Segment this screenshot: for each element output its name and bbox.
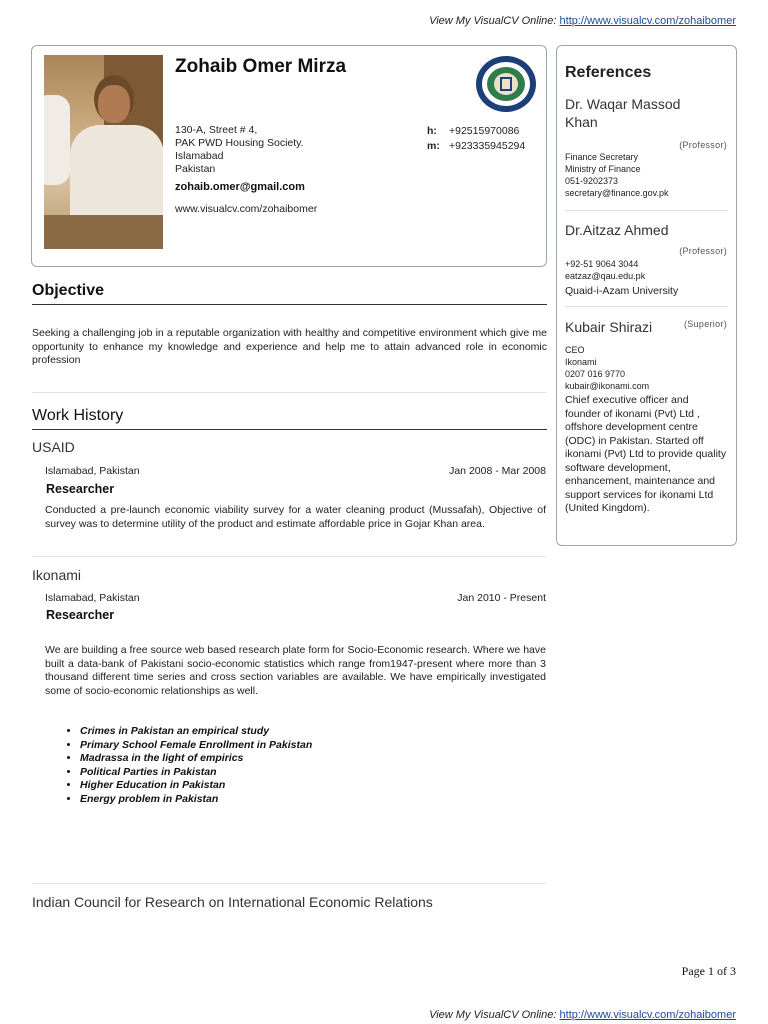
list-item: • Crimes in Pakistan an empirical study: [80, 725, 312, 739]
reference-line: +92-51 9064 3044: [565, 259, 639, 269]
profile-email[interactable]: zohaib.omer@gmail.com: [175, 181, 305, 193]
list-item: • Madrassa in the light of empirics: [80, 752, 312, 766]
reference-line: 051-9202373: [565, 176, 619, 186]
reference-university: Quaid-i-Azam University: [565, 285, 679, 297]
phone-mobile-label: m:: [427, 140, 440, 152]
project-list: [62, 725, 312, 806]
visualcv-url-link[interactable]: http://www.visualcv.com/zohaibomer: [559, 15, 736, 27]
job-org: Indian Council for Research on International Economic Relations: [32, 894, 433, 910]
profile-phones: [427, 124, 525, 154]
job-dates: Jan 2008 - Mar 2008: [449, 465, 546, 477]
profile-photo: [44, 55, 163, 249]
reference-details: [565, 258, 645, 282]
visualcv-link-top: [429, 15, 736, 27]
work-history-divider: [32, 429, 547, 430]
reference-tag: (Professor): [679, 140, 727, 150]
phone-home-label: h:: [427, 125, 437, 137]
visualcv-label: View My VisualCV Online:: [429, 15, 557, 27]
reference-tag: (Superior): [683, 319, 727, 329]
references-heading: References: [565, 64, 652, 81]
university-seal-icon: [475, 55, 537, 113]
job-role: Researcher: [46, 608, 115, 622]
profile-name: Zohaib Omer Mirza: [175, 56, 347, 77]
job-dates: Jan 2010 - Present: [457, 592, 546, 604]
phone-mobile: +923335945294: [449, 140, 526, 152]
section-separator: [32, 392, 547, 393]
objective-heading: Objective: [32, 282, 105, 299]
profile-website[interactable]: www.visualcv.com/zohaibomer: [175, 203, 318, 215]
reference-name: Dr.Aitzaz Ahmed: [565, 222, 669, 238]
reference-name: Kubair Shirazi: [565, 319, 653, 335]
visualcv-label: View My VisualCV Online:: [429, 1009, 557, 1021]
reference-details: [565, 151, 669, 199]
reference-name: Dr. Waqar Massod Khan: [565, 96, 681, 130]
address-line: Islamabad: [175, 150, 224, 162]
address-line: 130-A, Street # 4,: [175, 124, 258, 136]
visualcv-link-bottom: [429, 1009, 736, 1021]
job-description: Conducted a pre-launch economic viability survey for a water cleaning product (Mussafah), Objective of survey was to determine utility of the product and estimate affordable price in Gojar Khan area.: [45, 504, 546, 530]
address-line: PAK PWD Housing Society.: [175, 137, 304, 149]
reference-line: Finance Secretary: [565, 152, 639, 162]
reference-tag: (Professor): [679, 246, 727, 256]
job-org: USAID: [32, 439, 75, 455]
job-org: Ikonami: [32, 567, 82, 583]
reference-line: kubair@ikonami.com: [565, 381, 650, 391]
reference-line: eatzaz@qau.edu.pk: [565, 271, 646, 281]
job-separator: [32, 883, 547, 884]
phone-home: +92515970086: [449, 125, 520, 137]
page-number: Page 1 of 3: [681, 964, 736, 978]
reference-line: Ministry of Finance: [565, 164, 641, 174]
reference-separator: [565, 210, 728, 211]
list-item: • Energy problem in Pakistan: [80, 793, 312, 807]
work-history-heading: Work History: [32, 407, 124, 424]
reference-line: 0207 016 9770: [565, 369, 626, 379]
list-item: • Political Parties in Pakistan: [80, 766, 312, 780]
list-item: • Primary School Female Enrollment in Pakistan: [80, 739, 312, 753]
reference-line: secretary@finance.gov.pk: [565, 188, 669, 198]
reference-separator: [565, 306, 728, 307]
profile-address: [175, 124, 304, 176]
reference-line: Ikonami: [565, 357, 597, 367]
address-line: Pakistan: [175, 163, 216, 175]
visualcv-url-link[interactable]: http://www.visualcv.com/zohaibomer: [559, 1009, 736, 1021]
job-role: Researcher: [46, 482, 115, 496]
job-separator: [32, 556, 547, 557]
objective-divider: [32, 304, 547, 305]
list-item: • Higher Education in Pakistan: [80, 779, 312, 793]
reference-description: Chief executive officer and founder of ikonami (Pvt) Ltd , offshore development centre (ODC) in Pakistan. Started off ikonami (Pvt) Ltd to provide quality software development, enhancement, maintenance and support services for ikonami Ltd (United Kingdom).: [565, 394, 727, 514]
objective-text: Seeking a challenging job in a reputable organization with healthy and competitive environment which give me opportunity to enhance my knowledge and experience and help me to attain advanced role in economic profession: [32, 327, 547, 366]
job-location: Islamabad, Pakistan: [45, 592, 140, 604]
reference-details: [565, 344, 649, 392]
job-description: We are building a free source web based research plate form for Socio-Economic research. Where we have built a data-bank of Pakistani socio-economic statistics which range from1947-present where more than 3 thousand different time series and cross section variables are available. We have empirically investigated some of socio-economic relationships as well.: [45, 644, 546, 697]
job-location: Islamabad, Pakistan: [45, 465, 140, 477]
reference-line: CEO: [565, 345, 585, 355]
